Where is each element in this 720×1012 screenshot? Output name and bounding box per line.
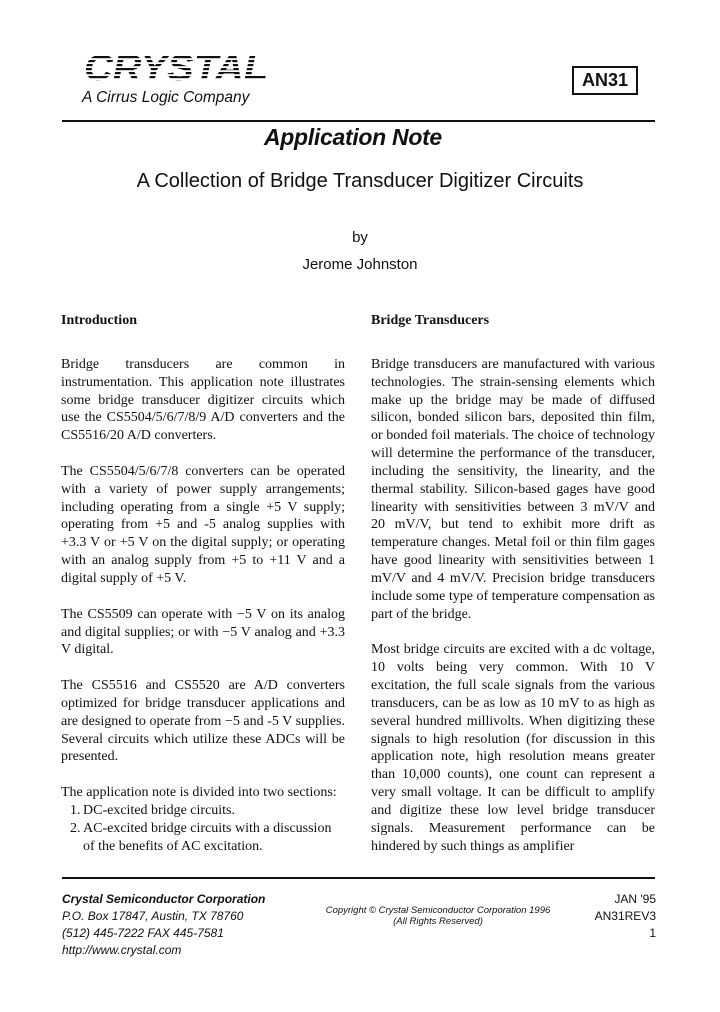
document-number-badge: AN31 — [572, 66, 638, 95]
rights-notice: (All Rights Reserved) — [393, 916, 483, 927]
paragraph: Bridge transducers are manufactured with various technologies. The strain-sensing elements which make up the bridge may be made of diffused silicon, bonded silicon bars, deposited thin film, or bonded foil materials. The choice of technology will determine the performance of the transducer, including the sensitivity, the linearity, and the thermal stability. Silicon-based gages have good linearity with sensitivities between 3 mV/V and 20 mV/V, but tend to exhibit more drift as temperature changes. Metal foil or thin film gages have good linearity with sensitivities between 1 mV/V and 4 mV/V. Precision bridge transducers include some type of temperature compensation as part of the bridge. — [371, 356, 655, 622]
logo-wordmark: CRYSTAL — [84, 48, 268, 84]
crystal-logo — [82, 48, 272, 84]
paragraph: The CS5504/5/6/7/8 converters can be operated with a variety of power supply arrangements; including operating from a single +5 V supply; operating from +5 and -5 analog supplies with +3.3 V or +5 V on the digital supply; or operating with an analog supply from +5 to +11 V and a digital supply of +5 V. — [61, 463, 345, 586]
postal-address: P.O. Box 17847, Austin, TX 78760 — [62, 909, 244, 923]
byline-by: by — [352, 229, 368, 246]
company-tagline: A Cirrus Logic Company — [82, 89, 250, 106]
copyright-block — [322, 905, 554, 927]
list-item — [61, 802, 345, 820]
paragraph: The CS5509 can operate with −5 V on its analog and digital supplies; or with −5 V analog and +3.3 V digital. — [61, 606, 345, 658]
right-column — [371, 312, 655, 873]
list-intro: The application note is divided into two sections: — [61, 785, 337, 801]
list-item-number: 1. — [70, 802, 81, 818]
list-item-text: DC-excited bridge circuits. — [83, 802, 236, 818]
section-heading-introduction: Introduction — [61, 313, 137, 328]
left-column — [61, 312, 345, 855]
paragraph: Bridge transducers are common in instrumentation. This application note illustrates some bridge transducer digitizer circuits which use the CS5504/5/6/7/8/9 A/D converters and the CS5516/20 A/D converters. — [61, 356, 345, 444]
page-number: 1 — [649, 926, 656, 940]
document-type-heading: Application Note — [264, 124, 442, 150]
copyright-notice: Copyright © Crystal Semiconductor Corporation 1996 — [325, 905, 551, 916]
page-title: A Collection of Bridge Transducer Digitizer Circuits — [136, 170, 584, 192]
paragraph: Most bridge circuits are excited with a dc voltage, 10 volts being very common. With 10 V excitation, the full scale signals from the various transducers, can be as low as 10 mV to as high as several hundred millivolts. When digitizing these signals to high resolution (for discussion in this application note, high resolution means greater than 10,000 counts), one count can represent a very small voltage. It can be difficult to amplify and digitize these low level bridge transducer signals. Measurement performance can be hindered by such things as amplifier — [371, 642, 655, 854]
author-name: Jerome Johnston — [302, 256, 418, 273]
section-heading-bridge-transducers: Bridge Transducers — [371, 313, 490, 328]
company-address-block — [62, 891, 265, 959]
section-list — [61, 802, 345, 856]
document-date: JAN '95 — [614, 892, 656, 906]
list-item — [61, 820, 345, 856]
phone-fax: (512) 445-7222 FAX 445-7581 — [62, 926, 224, 940]
document-revision: AN31REV3 — [594, 909, 656, 923]
company-name: Crystal Semiconductor Corporation — [62, 892, 266, 906]
website-url: http://www.crystal.com — [62, 943, 182, 957]
list-item-number: 2. — [70, 820, 81, 836]
document-info-block — [560, 891, 656, 942]
footer-rule — [62, 877, 655, 879]
paragraph: The CS5516 and CS5520 are A/D converters optimized for bridge transducer applications and are designed to operate from −5 and -5 V supplies. Several circuits which utilize these ADCs will be presented. — [61, 678, 345, 765]
header-rule — [62, 120, 655, 122]
list-item-text: AC-excited bridge circuits with a discussion of the benefits of AC excitation. — [83, 820, 332, 854]
